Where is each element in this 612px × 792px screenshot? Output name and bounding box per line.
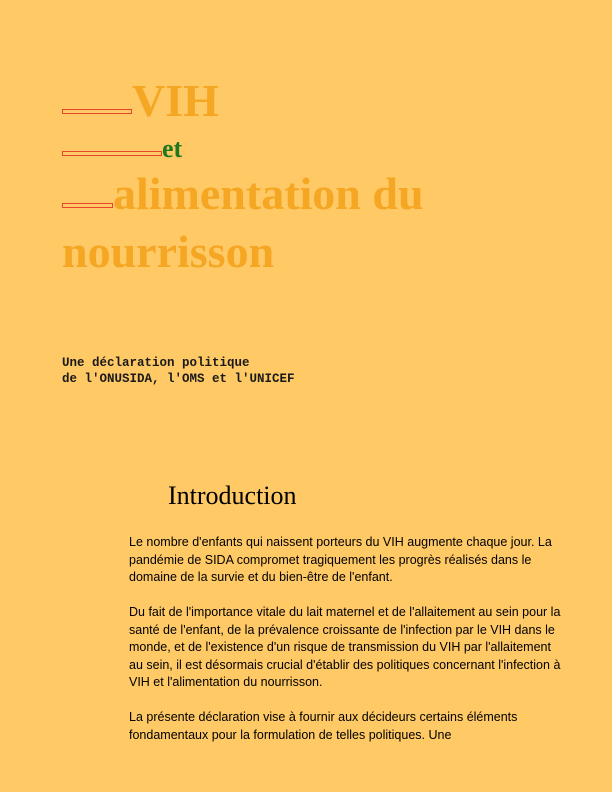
document-subtitle [62, 355, 295, 387]
decorative-bar [62, 109, 132, 114]
title-line-vih: VIH [132, 75, 219, 126]
body-text [129, 534, 561, 762]
decorative-bar [62, 203, 113, 208]
title-line-nourrisson: nourrisson [62, 226, 275, 277]
subtitle-line: de l'ONUSIDA, l'OMS et l'UNICEF [62, 372, 295, 386]
paragraph: Du fait de l'importance vitale du lait maternel et de l'allaitement au sein pour la santé de l'enfant, de la prévalence croissante de l'infection par le VIH dans le monde, et de l'existence d'un risque de transmission du VIH par l'allaitement au sein, il est désormais crucial d'établir des politiques concernant l'infection à VIH et l'alimentation du nourrisson. [129, 605, 561, 689]
title-line-et: et [162, 134, 183, 163]
section-heading: Introduction [168, 481, 297, 510]
decorative-bar [62, 151, 162, 156]
paragraph: La présente déclaration vise à fournir aux décideurs certains éléments fondamentaux pour la formulation de telles politiques. Une [129, 710, 518, 742]
title-line-alimentation: alimentation du [113, 168, 424, 219]
subtitle-line: Une déclaration politique [62, 356, 250, 370]
paragraph: Le nombre d'enfants qui naissent porteurs du VIH augmente chaque jour. La pandémie de SIDA compromet tragiquement les progrès réalisés dans le domaine de la survie et du bien-être de l'enfant. [129, 535, 552, 584]
